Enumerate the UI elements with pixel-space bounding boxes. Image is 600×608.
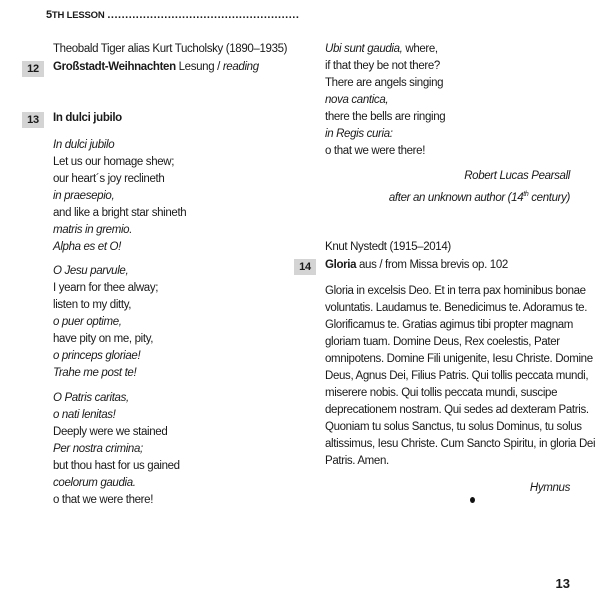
lyric-plain-part: where, (402, 43, 438, 55)
gloria-line: Quoniam tu solus Sanctus, tu solus Dominus, tu solus (325, 421, 582, 433)
gloria-line: Gloria in excelsis Deo. Et in terra pax hominibus bonae (325, 285, 586, 297)
lesson-label-first: 5 (46, 9, 52, 21)
lyric-line: our heart´s joy reclineth (53, 173, 165, 185)
gloria-line: altissimus, Iesu Christe. Cum Sancto Spiritu, in gloria Dei (325, 438, 596, 450)
lyric-line (325, 41, 445, 58)
credit-source-a: after an unknown author (14 (388, 191, 524, 204)
track13-stanza-3 (53, 390, 180, 509)
lesson-label-rest: TH LESSON (51, 10, 105, 21)
lyric-line: in praesepio, (53, 190, 115, 202)
track13-stanza-4 (325, 41, 445, 160)
lyric-line: there the bells are ringing (325, 111, 446, 123)
track14-lyrics (325, 283, 595, 470)
lyric-line: There are angels singing (325, 77, 444, 89)
gloria-line: voluntatis. Laudamus te. Benedicimus te. Adoramus te. (325, 302, 588, 314)
track14-subtitle: aus / from Missa brevis op. 102 (356, 259, 508, 271)
lyric-line: Alpha es et O! (53, 241, 121, 253)
credit-source-b: century) (528, 191, 570, 204)
lyric-line: I yearn for thee alway; (53, 282, 159, 294)
lyric-line: if that they be not there? (325, 60, 440, 72)
track13-title: In dulci jubilo (53, 112, 122, 124)
lyric-line: o that we were there! (53, 494, 154, 506)
track12-number: 12 (22, 61, 44, 77)
lyric-line: o puer optime, (53, 316, 122, 328)
gloria-line: Glorificamus te. Gratias agimus tibi propter magnam (325, 319, 574, 331)
gloria-line: Patris. Amen. (325, 455, 389, 467)
lyric-line: Deeply were we stained (53, 426, 168, 438)
gloria-line: gloriam tuam. Domine Deus, Rex coelestis, Pater (325, 336, 560, 348)
stray-dot (470, 497, 475, 503)
lyric-line: o nati lenitas! (53, 409, 116, 421)
lyric-line: o princeps gloriae! (53, 350, 141, 362)
track12-title: Großstadt-Weihnachten (53, 61, 176, 73)
lyric-line: matris in gremio. (53, 224, 133, 236)
lyric-line: coelorum gaudia. (53, 477, 136, 489)
lyric-line: Trahe me post te! (53, 367, 137, 379)
credit-source-sup: th (523, 191, 529, 198)
track13-credit-author: Robert Lucas Pearsall (464, 170, 570, 182)
track13-number: 13 (22, 112, 44, 128)
lyric-line: and like a bright star shineth (53, 207, 187, 219)
lyric-line: but thou hast for us gained (53, 460, 180, 472)
track14-credit: Hymnus (529, 482, 570, 494)
lyric-line: listen to my ditty, (53, 299, 132, 311)
gloria-line: omnipotens. Domine Fili unigenite, Iesu Christe. Domine (325, 353, 593, 365)
page-number: 13 (555, 576, 570, 591)
track12-subtitle-plain: Lesung / (178, 61, 220, 73)
gloria-line: miserere nobis. Qui tollis peccata mundi, suscipe (325, 387, 558, 399)
lyric-line: have pity on me, pity, (53, 333, 154, 345)
lesson-dots: ...................................................... (107, 9, 300, 21)
lyric-line: o that we were there! (325, 145, 426, 157)
track12-subtitle-italic: reading (222, 61, 259, 73)
track13-credit-source (389, 186, 570, 207)
lyric-line: Per nostra crimina; (53, 443, 143, 455)
track14-title-line (325, 257, 508, 274)
track12-composer: Theobald Tiger alias Kurt Tucholsky (1890–1935) (53, 43, 288, 55)
track12-title-line (53, 59, 259, 76)
track13-stanza-2 (53, 263, 158, 382)
lyric-italic-part: Ubi sunt gaudia, (325, 43, 403, 55)
lyric-line: Let us our homage shew; (53, 156, 175, 168)
track14-number: 14 (294, 259, 316, 275)
lyric-line: O Jesu parvule, (53, 265, 129, 277)
lyric-line: O Patris caritas, (53, 392, 129, 404)
gloria-line: deprecationem nostram. Qui sedes ad dexteram Patris. (325, 404, 589, 416)
lyric-line: nova cantica, (325, 94, 389, 106)
lesson-heading (46, 9, 299, 21)
lyric-line: In dulci jubilo (53, 139, 115, 151)
lyric-line: in Regis curia: (325, 128, 393, 140)
track14-title: Gloria (325, 259, 357, 271)
track14-composer: Knut Nystedt (1915–2014) (325, 241, 451, 253)
track13-stanza-1 (53, 137, 186, 256)
gloria-line: Deus, Agnus Dei, Filius Patris. Qui tollis peccata mundi, (325, 370, 589, 382)
